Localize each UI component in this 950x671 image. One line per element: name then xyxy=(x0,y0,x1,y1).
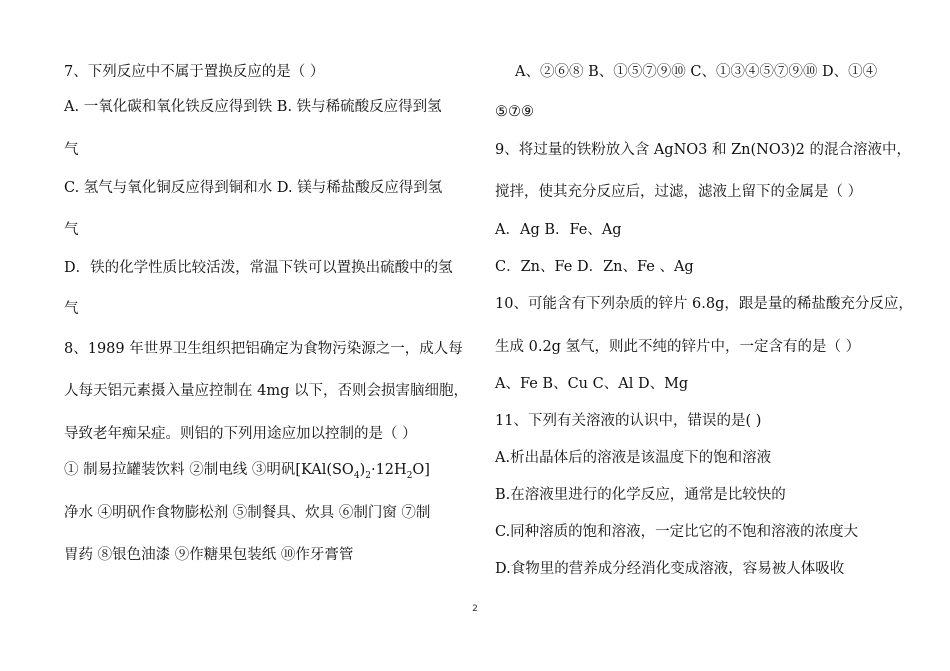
q7-option-d: D．铁的化学性质比较活泼，常温下铁可以置换出硫酸中的氢 xyxy=(64,260,453,276)
q8-items-text: ·12H xyxy=(370,462,407,478)
q7-options-cd: C. 氢气与氧化铜反应得到铜和水 D. 镁与稀盐酸反应得到氢 xyxy=(64,180,443,196)
q9-options-ab: A．Ag B．Fe、Ag xyxy=(495,222,622,238)
q8-stem-line-1: 8、1989 年世界卫生组织把铝确定为食物污染源之一，成人每 xyxy=(64,341,463,357)
subscript: 2 xyxy=(406,470,413,481)
q9-stem-line-2: 搅拌，使其充分反应后，过滤，滤液上留下的金属是（ ） xyxy=(495,184,863,200)
q8-items-text: ① 制易拉罐装饮料 ②制电线 ③明矾[KAl(SO xyxy=(64,462,354,478)
q11-option-a: A.析出晶体后的溶液是该温度下的饱和溶液 xyxy=(495,450,772,466)
q7-option-d-wrap: 气 xyxy=(64,301,79,317)
q8-items-text: ) xyxy=(359,462,366,478)
q8-options-line-1: A、②⑥⑧ B、①⑤⑦⑨⑩ C、①③④⑤⑦⑨⑩ D、①④ xyxy=(515,64,878,80)
q7-options-ab: A. 一氧化碳和氧化铁反应得到铁 B. 铁与稀硫酸反应得到氢 xyxy=(64,99,442,115)
q8-items-line-3: 胃药 ⑧银色油漆 ⑨作糖果包装纸 ⑩作牙膏管 xyxy=(64,547,354,563)
subscript: 2 xyxy=(365,470,371,481)
q11-option-d: D.食物里的营养成分经消化变成溶液，容易被人体吸收 xyxy=(495,561,845,577)
q10-stem-line-2: 生成 0.2g 氢气，则此不纯的锌片中，一定含有的是（ ） xyxy=(495,339,861,355)
q8-stem-line-2: 人每天铝元素摄入量应控制在 4mg 以下，否则会损害脑细胞， xyxy=(64,383,468,399)
q8-items-line-2: 净水 ④明矾作食物膨松剂 ⑤制餐具、炊具 ⑥制门窗 ⑦制 xyxy=(64,505,431,521)
q9-stem-line-1: 9、将过量的铁粉放入含 AgNO3 和 Zn(NO3)2 的混合溶液中， xyxy=(495,142,911,158)
q8-items-text: O] xyxy=(412,462,430,478)
q9-options-cd: C．Zn、Fe D．Zn、Fe 、Ag xyxy=(495,259,694,275)
q8-options-line-2: ⑤⑦⑨ xyxy=(495,104,534,120)
subscript: 4 xyxy=(353,470,360,481)
q11-stem: 11、下列有关溶液的认识中，错误的是( ) xyxy=(495,413,762,429)
q11-option-c: C.同种溶质的饱和溶液，一定比它的不饱和溶液的浓度大 xyxy=(495,524,859,540)
q8-items-line-1 xyxy=(64,461,430,479)
q7-options-ab-wrap: 气 xyxy=(64,142,79,158)
q7-options-cd-wrap: 气 xyxy=(64,222,79,238)
q7-stem: 7、下列反应中不属于置换反应的是（ ） xyxy=(64,64,325,80)
q8-stem-line-3: 导致老年痴呆症。则铝的下列用途应加以控制的是（ ） xyxy=(64,426,417,442)
page-number: 2 xyxy=(472,604,478,614)
q10-options: A、Fe B、Cu C、Al D、Mg xyxy=(495,376,689,392)
q11-option-b: B.在溶液里进行的化学反应，通常是比较快的 xyxy=(495,487,786,503)
q10-stem-line-1: 10、可能含有下列杂质的锌片 6.8g，跟是量的稀盐酸充分反应， xyxy=(495,296,913,312)
